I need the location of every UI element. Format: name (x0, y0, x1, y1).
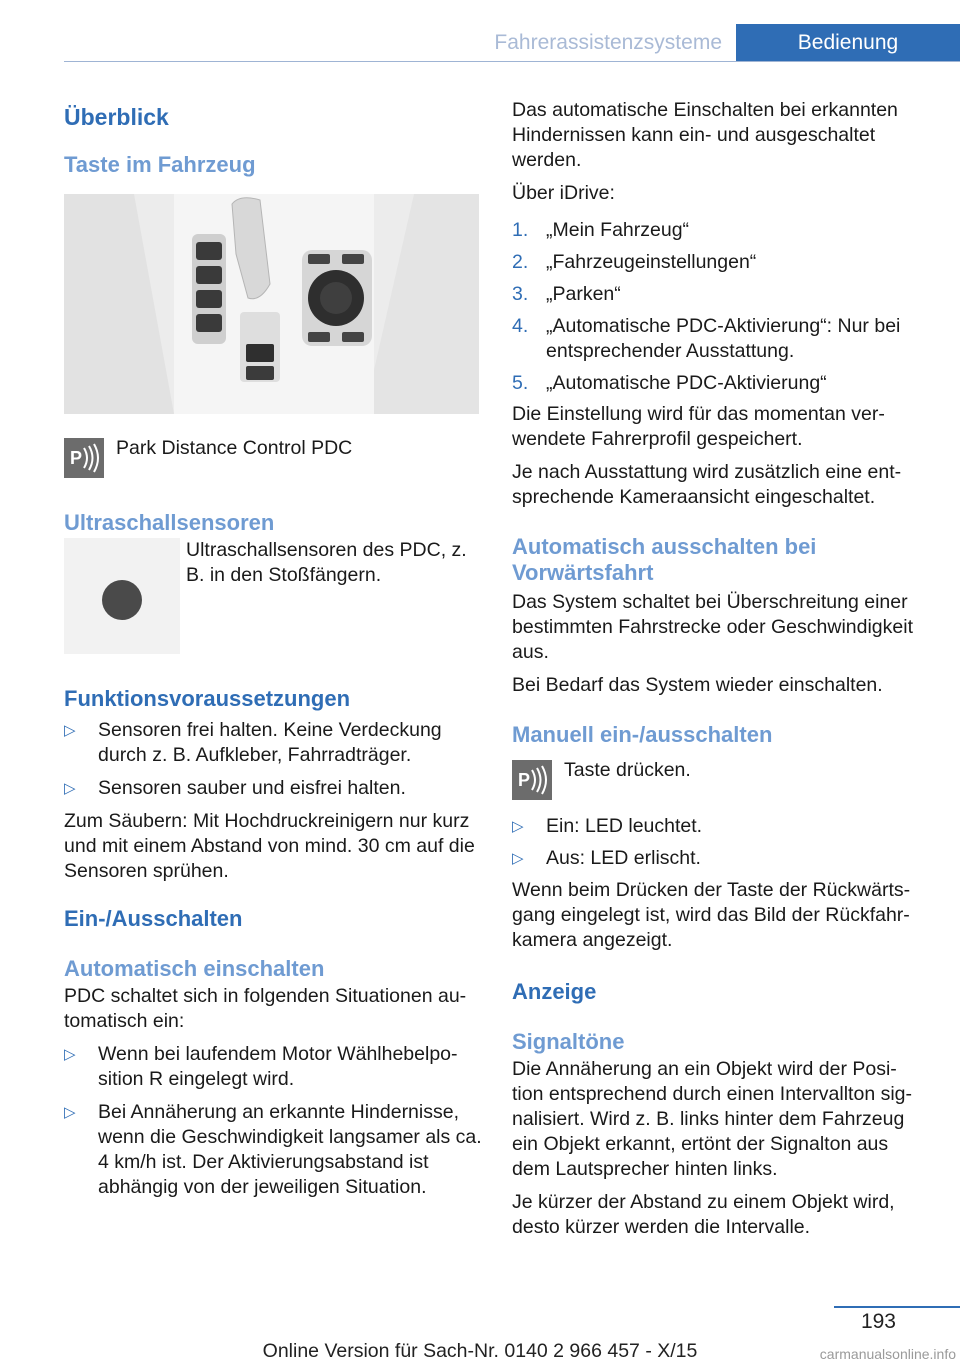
sensor-text: Ultraschallsensoren des PDC, z. B. in den Stoßfängern. (186, 539, 467, 586)
list-item: ▷ Sensoren sauber und eisfrei halten. (64, 777, 406, 799)
sensor-image (64, 538, 180, 654)
idrive-steps (512, 218, 930, 396)
heading-auto-on: Automatisch einschalten (64, 956, 325, 981)
header-section: Fahrerassistenzsysteme (494, 31, 722, 54)
list-item: ▷ Bei Annäherung an erkannte Hindernisse, wenn die Geschwindigkeit langsamer als ca. 4 km/h ist. Der Aktivierungsabstand ist abhängig von der jeweiligen Situation. (64, 1101, 482, 1198)
heading-manual: Manuell ein-/ausschalten (512, 722, 773, 747)
header-chapter-tab: Bedienung (736, 24, 960, 62)
via-idrive-text: Über iDrive: (512, 182, 615, 204)
header-rule (64, 61, 960, 62)
heading-overview: Überblick (64, 104, 169, 130)
list-item: 3. „Parken“ (512, 283, 621, 305)
right-column (512, 98, 930, 1240)
press-text: Taste drücken. (564, 759, 691, 781)
list-item: ▷ Aus: LED erlischt. (512, 847, 701, 869)
list-item: 5. „Automatische PDC-Aktivierung“ (512, 372, 827, 394)
manual-list (512, 814, 930, 871)
pdc-caption: Park Distance Control PDC (116, 437, 353, 459)
list-item: 4. „Automatische PDC-Aktivierung“: Nur bei entsprechender Ausstattung. (512, 315, 901, 362)
page-footer (0, 1306, 960, 1362)
heading-button-in-vehicle: Taste im Fahrzeug (64, 152, 256, 177)
sensor-row (64, 538, 482, 654)
interval-text: Je kürzer der Abstand zu einem Objekt wird, desto kürzer werden die Intervalle. (512, 1191, 895, 1238)
list-item: ▷ Wenn bei laufendem Motor Wählhebelpo- sition R eingelegt wird. (64, 1043, 458, 1090)
list-item: 2. „Fahrzeugeinstellungen“ (512, 251, 757, 273)
heading-ultrasonic-sensors: Ultraschallsensoren (64, 510, 275, 535)
svg-text:P: P (518, 770, 531, 790)
list-item: 1. „Mein Fahrzeug“ (512, 219, 690, 241)
left-column (64, 98, 482, 1200)
pdc-icon (64, 438, 104, 478)
heading-auto-off: Automatisch ausschalten bei Vorwärtsfahrt (512, 534, 817, 585)
cleaning-text: Zum Säubern: Mit Hochdruckreinigern nur kurz und mit einem Abstand von mind. 30 cm auf die Sensoren sprühen. (64, 810, 475, 882)
signals-text: Die Annäherung an ein Objekt wird der Posi- tion entsprechend durch einen Intervallton sig- nalisiert. Wird z. B. links hinter dem Fahrzeug ein Objekt erkannt, ertönt der Signalton aus dem Lautsprecher hinten links. (512, 1058, 912, 1180)
list-item: ▷ Ein: LED leuchtet. (512, 815, 703, 837)
running-header (64, 24, 960, 62)
heading-display: Anzeige (512, 979, 597, 1004)
heading-on-off: Ein-/Ausschalten (64, 906, 243, 931)
intro-text: Das automatische Einschalten bei erkannten Hindernissen kann ein- und ausgeschaltet werden. (512, 99, 898, 171)
pdc-icon (512, 760, 552, 800)
requirements-list (64, 718, 482, 801)
auto-off-text: Das System schaltet bei Überschreitung einer bestimmten Fahrstrecke oder Geschwindigkeit aus. (512, 591, 913, 663)
pdc-button-row (64, 438, 482, 478)
footer-rule (834, 1306, 960, 1308)
profile-text: Die Einstellung wird für das momentan ver- wendete Fahrerprofil gespeichert. (512, 403, 885, 450)
svg-text:P: P (70, 448, 83, 468)
online-version-text: Online Version für Sach-Nr. 0140 2 966 457 - X/15 (262, 1340, 698, 1362)
press-row (512, 760, 930, 800)
sensor-icon (102, 580, 142, 620)
page-number: 193 (860, 1310, 896, 1333)
reenable-text: Bei Bedarf das System wieder einschalten. (512, 674, 883, 696)
center-console-photo (64, 194, 479, 414)
camera-text: Je nach Ausstattung wird zusätzlich eine ent- sprechende Kameraansicht eingeschaltet. (512, 461, 902, 508)
auto-on-text: PDC schaltet sich in folgenden Situationen au- tomatisch ein: (64, 985, 467, 1032)
list-item: ▷ Sensoren frei halten. Keine Verdeckung durch z. B. Aufkleber, Fahrradträger. (64, 719, 442, 766)
heading-signals: Signaltöne (512, 1029, 625, 1054)
watermark: carmanualsonline.info (819, 1346, 956, 1362)
auto-on-list (64, 1042, 482, 1200)
reverse-text: Wenn beim Drücken der Taste der Rückwärts- gang eingelegt ist, wird das Bild der Rückfahr- kamera angezeigt. (512, 879, 911, 951)
heading-requirements: Funktionsvoraussetzungen (64, 686, 351, 711)
